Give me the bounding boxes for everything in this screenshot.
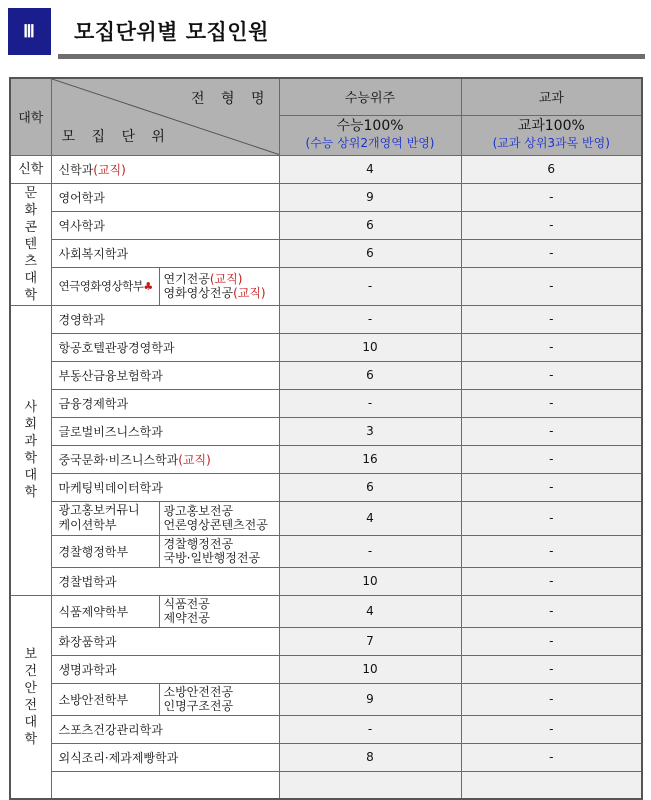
- suneung-count: 6: [279, 473, 461, 501]
- gyogwa-count: -: [461, 389, 642, 417]
- gyogwa-count: -: [461, 183, 642, 211]
- suneung-count: 6: [279, 211, 461, 239]
- suneung-count: 4: [279, 155, 461, 183]
- gyogwa-count: -: [461, 567, 642, 595]
- table-row: [10, 417, 642, 445]
- unit-cell: 신학과(교직): [51, 155, 279, 183]
- gyogwa-count: -: [461, 333, 642, 361]
- unit-cell: 마케팅빅데이터학과: [51, 473, 279, 501]
- gyogwa-count: -: [461, 655, 642, 683]
- gyogwa-count: -: [461, 595, 642, 627]
- college-header: 대학: [10, 78, 51, 155]
- unit-cell: 경영학과: [51, 305, 279, 333]
- col-suneung-sub: 수능100% (수능 상위2개영역 반영): [279, 115, 461, 155]
- table-row: [10, 389, 642, 417]
- suneung-count: 10: [279, 333, 461, 361]
- gyogwa-count: [461, 771, 642, 799]
- track-cell: 경찰행정전공 국방·일반행정전공: [159, 535, 279, 567]
- unit-cell: 사회복지학과: [51, 239, 279, 267]
- table-row: [10, 239, 642, 267]
- table-row: [10, 361, 642, 389]
- unit-label: 모 집 단 위: [61, 128, 171, 145]
- table-row: [10, 715, 642, 743]
- gyogwa-count: -: [461, 535, 642, 567]
- college-culture: 문화콘텐츠대학: [10, 183, 51, 305]
- section-badge: Ⅲ: [8, 8, 51, 55]
- track-cell: 식품전공 제약전공: [159, 595, 279, 627]
- unit-cell: 광고홍보커뮤니 케이션학부: [51, 501, 159, 535]
- college-theology: 신학: [10, 155, 51, 183]
- table-row: [10, 743, 642, 771]
- unit-cell: 외식조리·제과제빵학과: [51, 743, 279, 771]
- suneung-count: 16: [279, 445, 461, 473]
- track-cell: 광고홍보전공 언론영상콘텐츠전공: [159, 501, 279, 535]
- college-social: 사회과학대학: [10, 305, 51, 595]
- table-row: [10, 535, 642, 567]
- suneung-count: 8: [279, 743, 461, 771]
- suneung-count: [279, 771, 461, 799]
- gyogwa-count: -: [461, 501, 642, 535]
- table-row: [10, 183, 642, 211]
- table-row: [10, 305, 642, 333]
- unit-cell: 중국문화·비즈니스학과(교직): [51, 445, 279, 473]
- table-row: [10, 683, 642, 715]
- table-row: [10, 501, 642, 535]
- suneung-count: 4: [279, 595, 461, 627]
- suneung-count: 7: [279, 627, 461, 655]
- suneung-count: -: [279, 535, 461, 567]
- diagonal-header-cell: [51, 78, 279, 155]
- unit-cell: 항공호텔관광경영학과: [51, 333, 279, 361]
- table-row: [10, 211, 642, 239]
- gyogwa-count: -: [461, 417, 642, 445]
- table-row: [10, 155, 642, 183]
- suneung-count: 10: [279, 655, 461, 683]
- gyogwa-count: -: [461, 445, 642, 473]
- col-suneung-header: 수능위주: [279, 78, 461, 115]
- unit-cell: 영어학과: [51, 183, 279, 211]
- table-row: [10, 567, 642, 595]
- suneung-count: 10: [279, 567, 461, 595]
- unit-cell: 금융경제학과: [51, 389, 279, 417]
- unit-cell: 연극영화영상학부♣: [51, 267, 159, 305]
- unit-cell: 경찰법학과: [51, 567, 279, 595]
- unit-cell: 화장품학과: [51, 627, 279, 655]
- college-health: 보건안전대학: [10, 595, 51, 799]
- page-title: 모집단위별 모집인원: [74, 20, 269, 44]
- gyogwa-count: -: [461, 473, 642, 501]
- gyogwa-count: -: [461, 715, 642, 743]
- gyogwa-count: -: [461, 683, 642, 715]
- col-gyogwa-sub: 교과100% (교과 상위3과목 반영): [461, 115, 642, 155]
- gyogwa-count: -: [461, 267, 642, 305]
- club-icon: ♣: [143, 280, 153, 293]
- gyogwa-count: -: [461, 305, 642, 333]
- table-row: [10, 655, 642, 683]
- col-gyogwa-header: 교과: [461, 78, 642, 115]
- gyogwa-count: -: [461, 361, 642, 389]
- gyogwa-count: -: [461, 627, 642, 655]
- gyogwa-count: 6: [461, 155, 642, 183]
- unit-cell: 글로벌비즈니스학과: [51, 417, 279, 445]
- table-row: [10, 445, 642, 473]
- unit-cell: 소방안전학부: [51, 683, 159, 715]
- admissions-table: [9, 77, 643, 800]
- suneung-count: -: [279, 715, 461, 743]
- table-row: [10, 771, 642, 799]
- table-row: [10, 595, 642, 627]
- unit-cell: 부동산금융보험학과: [51, 361, 279, 389]
- table-row: [10, 473, 642, 501]
- suneung-count: -: [279, 389, 461, 417]
- table-row: [10, 267, 642, 305]
- table-row: [10, 627, 642, 655]
- suneung-count: -: [279, 305, 461, 333]
- unit-cell: 스포츠건강관리학과: [51, 715, 279, 743]
- gyogwa-count: -: [461, 211, 642, 239]
- suneung-count: 4: [279, 501, 461, 535]
- unit-cell: 역사학과: [51, 211, 279, 239]
- gyogwa-count: -: [461, 239, 642, 267]
- gyogwa-count: -: [461, 743, 642, 771]
- table-row: [10, 333, 642, 361]
- suneung-count: 9: [279, 683, 461, 715]
- suneung-count: 9: [279, 183, 461, 211]
- unit-cell: 경찰행정학부: [51, 535, 159, 567]
- suneung-count: 6: [279, 239, 461, 267]
- title-underline: [58, 54, 645, 59]
- track-cell: 연기전공(교직) 영화영상전공(교직): [159, 267, 279, 305]
- suneung-count: 6: [279, 361, 461, 389]
- suneung-count: -: [279, 267, 461, 305]
- unit-cell: 식품제약학부: [51, 595, 159, 627]
- unit-cell: 생명과학과: [51, 655, 279, 683]
- selection-type-label: 전 형 명: [191, 91, 271, 107]
- suneung-count: 3: [279, 417, 461, 445]
- track-cell: 소방안전전공 인명구조전공: [159, 683, 279, 715]
- unit-cell: [51, 771, 279, 799]
